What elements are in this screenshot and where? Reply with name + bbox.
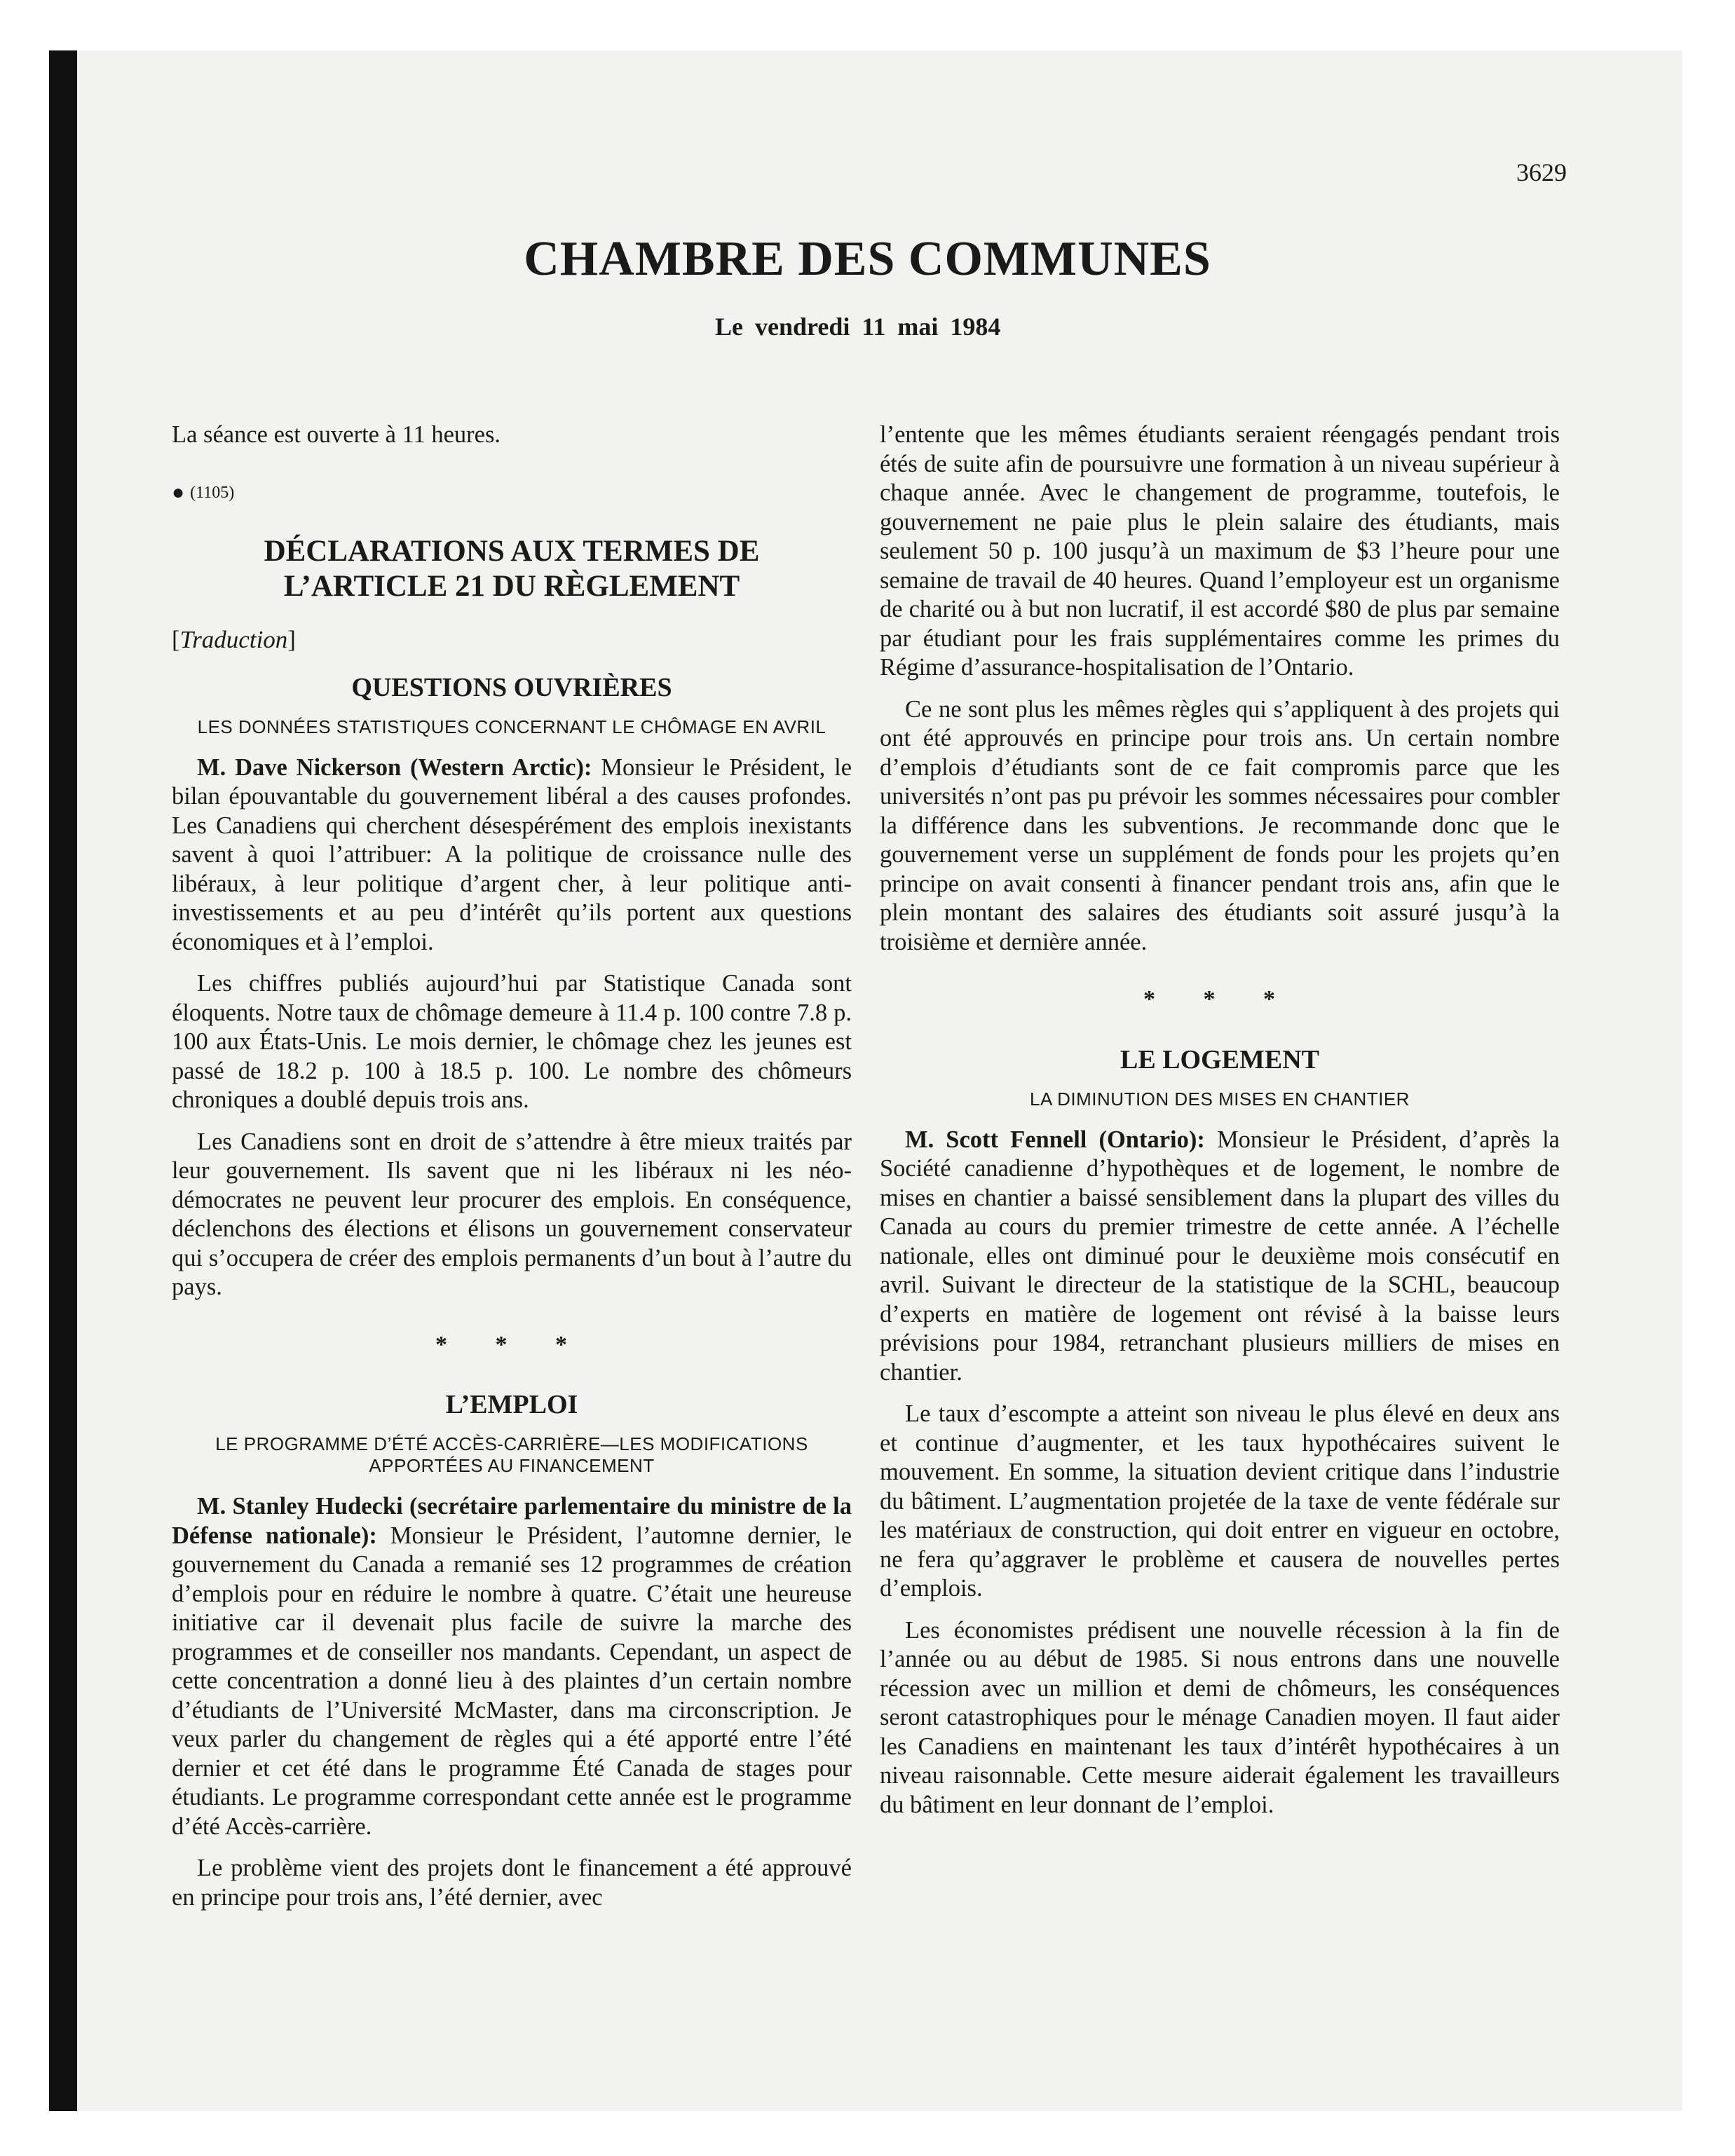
topic-title-emploi: L’EMPLOI (445, 1390, 578, 1419)
page-number: 3629 (1516, 158, 1567, 186)
scan-edge (49, 50, 77, 2111)
section-separator: * * * (435, 1331, 588, 1358)
statement-text: Monsieur le Président, le bilan épouvantable du gouvernement libéral a des causes profondes. Les Canadiens qui cherchent désespérément des emplois inexistants savent à quoi l’attribuer: A la politique de croissance nulle des libéraux, à leur politique d’argent cher, à leur politique anti-investissements et au peu d’intérêt qu’ils portent aux questions économiques et à l’emploi. (172, 753, 852, 955)
speaker-name: M. Dave Nickerson (Western Arctic): (197, 753, 592, 781)
statement-text: Monsieur le Président, l’automne dernier, le gouvernement du Canada a remanié ses 12 programmes de création d’emplois pour en réduire le nombre à quatre. C’était une heureuse initiative car il devenait plus facile de suivre la marche des programmes et de conseiller nos mandants. Cependant, un aspect de cette concentration a donné lieu à des plaintes d’un certain nombre d’étudiants de l’Université McMaster, dans ma circonscription. Je veux parler du changement de règles qui a été apporté entre l’été dernier et cet été dans le programme Été Canada de stages pour étudiants. Le programme correspondant cette année est le programme d’été Accès-carrière. (172, 1522, 852, 1840)
time-marker (172, 478, 852, 508)
statement-paragraph: Le problème vient des projets dont le financement a été approuvé en principe pour trois ans, l’été dernier, avec (172, 1855, 852, 1911)
statement-paragraph: l’entente que les mêmes étudiants seraient réengagés pendant trois étés de suite afin de poursuivre une formation à un niveau supérieur à chaque année. Avec le changement de programme, toutefois, le gouvernement ne paie plus le plein salaire des étudiants, mais seulement 50 p. 100 jusqu’à un maximum de $3 l’heure pour une semaine de travail de 40 heures. Quand l’employeur est un organisme de charité ou à but non lucratif, il est accordé $80 de plus par semaine par étudiant pour les frais supplémentaires comme les primes du Régime d’assurance-hospitalisation de l’Ontario. (880, 421, 1560, 681)
statement-paragraph: Les chiffres publiés aujourd’hui par Statistique Canada sont éloquents. Notre taux de chômage demeure à 11.4 p. 100 contre 7.8 p. 100 aux États-Unis. Le mois dernier, le chômage chez les jeunes est passé de 18.2 p. 100 à 18.5 p. 100. Le nombre des chômeurs chroniques a doublé depuis trois ans. (172, 970, 852, 1113)
statement-paragraph: Les économistes prédisent une nouvelle récession à la fin de l’année ou au début de 1985. Si nous entrons dans une nouvelle récession avec un million et demi de chômeurs, les conséquences seront catastrophiques pour le ménage Canadien moyen. Il faut aider les Canadiens en maintenant les taux d’intérêt hypothécaires à un niveau raisonnable. Cette mesure aiderait également les travailleurs du bâtiment en leur donnant de l’emploi. (880, 1616, 1560, 1818)
opening-line: La séance est ouverte à 11 heures. (172, 421, 501, 448)
statement-paragraph: Les Canadiens sont en droit de s’attendre à être mieux traités par leur gouvernement. Ils savent que ni les libéraux ni les néo-démocrates ne peuvent leur procurer des emplois. En conséquence, déclenchons des élections et élisons un gouvernement conservateur qui s’occupera de créer des emplois permanents d’un bout à l’autre du pays. (172, 1128, 852, 1300)
time-marker-text: (1105) (190, 483, 235, 502)
statement-paragraph (172, 1492, 852, 1841)
topic-subtitle-chomage: LES DONNÉES STATISTIQUES CONCERNANT LE CHÔMAGE EN AVRIL (197, 716, 826, 737)
sitting-date: Le vendredi 11 mai 1984 (715, 313, 1001, 341)
statement-paragraph (172, 753, 852, 957)
topic-title-questions: QUESTIONS OUVRIÈRES (351, 672, 672, 702)
section-heading-line-2: L’ARTICLE 21 DU RÈGLEMENT (283, 570, 740, 603)
speaker-name: M. Scott Fennell (Ontario): (905, 1126, 1205, 1153)
statement-paragraph: Ce ne sont plus les mêmes règles qui s’appliquent à des projets qui ont été approuvés en principe pour trois ans. Un certain nombre d’emplois d’étudiants sont de ce fait compromis parce que les universités n’ont pas pu prévoir les sommes nécessaires pour combler la différence dans les subventions. Je recommande donc que le gouvernement verse un supplément de fonds pour les projets qu’en principe on avait consenti à financer pendant trois ans, afin que le plein montant des salaires des étudiants soit assuré jusqu’à la troisième et dernière année. (880, 695, 1560, 955)
statement-paragraph (880, 1126, 1560, 1388)
translation-label: Traduction (179, 626, 288, 653)
section-heading-line-1: DÉCLARATIONS AUX TERMES DE (264, 535, 760, 568)
page-title: CHAMBRE DES COMMUNES (524, 232, 1211, 286)
section-heading (172, 534, 852, 604)
topic-subtitle-mises-en-chantier: LA DIMINUTION DES MISES EN CHANTIER (1030, 1088, 1410, 1110)
speaker-name: M. Stanley Hudecki (secrétaire parlementaire du ministre de la Défense nationale): (172, 1493, 852, 1549)
statement-text: Monsieur le Président, d’après la Société canadienne d’hypothèques et de logement, le nombre de mises en chantier a baissé sensiblement dans la plupart des villes du Canada au cours du premier trimestre de cette année. A l’échelle nationale, elles ont diminué pour le deuxième mois consécutif en avril. Suivant le directeur de la statistique de la SCHL, beaucoup d’experts en matière de logement ont révisé à la baisse leurs prévisions pour 1984, retranchant plusieurs milliers de mises en chantier. (880, 1126, 1560, 1386)
translation-note: [Traduction] (172, 626, 296, 653)
topic-title-logement: LE LOGEMENT (1120, 1044, 1319, 1074)
bullet-icon: ● (172, 480, 185, 504)
topic-subtitle-acces-carriere: LE PROGRAMME D’ÉTÉ ACCÈS-CARRIÈRE—LES MODIFICATIONS APPORTÉES AU FINANCEMENT (215, 1433, 808, 1476)
statement-paragraph: Le taux d’escompte a atteint son niveau le plus élevé en deux ans et continue d’augmenter, et les taux hypothécaires suivent le mouvement. En somme, la situation devient critique dans l’industrie du bâtiment. L’augmentation projetée de la taxe de vente fédérale sur les matériaux de construction, qui doit entrer en vigueur en octobre, ne fera qu’aggraver le problème et causera de nouvelles pertes d’emplois. (880, 1400, 1560, 1602)
left-column (172, 421, 852, 1912)
section-separator: * * * (1143, 986, 1296, 1012)
right-column (880, 421, 1560, 1820)
